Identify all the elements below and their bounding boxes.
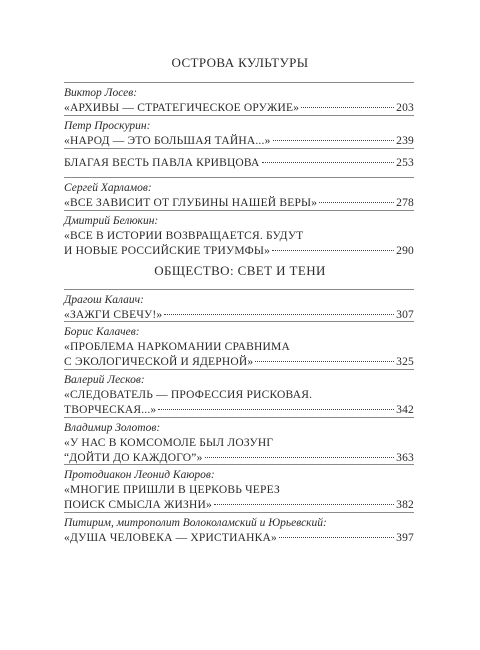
divider xyxy=(64,82,414,83)
toc-entry xyxy=(64,516,414,546)
entry-page-number: 290 xyxy=(396,245,414,257)
dot-leader xyxy=(214,504,394,505)
entry-page-number: 397 xyxy=(396,532,414,544)
toc-entry xyxy=(64,156,414,171)
toc-entry xyxy=(64,293,414,323)
entry-title-continued: С ЭКОЛОГИЧЕСКОЙ И ЯДЕРНОЙ» xyxy=(64,356,254,368)
entry-line xyxy=(64,101,414,116)
entry-line xyxy=(64,483,414,498)
dot-leader xyxy=(272,250,394,251)
entry-line xyxy=(64,229,414,244)
entry-author: Борис Калачев: xyxy=(64,326,140,338)
dot-leader xyxy=(164,314,394,315)
entry-author: Питирим, митрополит Волоколамский и Юрьевский: xyxy=(64,517,327,529)
dot-leader xyxy=(301,107,394,108)
toc-entry xyxy=(64,325,414,370)
divider xyxy=(64,512,414,513)
entry-author: Петр Проскурин: xyxy=(64,120,151,132)
entry-title: «ВСЕ ЗАВИСИТ ОТ ГЛУБИНЫ НАШЕЙ ВЕРЫ» xyxy=(64,197,318,209)
entry-line xyxy=(64,498,414,513)
entry-page-number: 342 xyxy=(396,404,414,416)
entry-title: «ПРОБЛЕМА НАРКОМАНИИ СРАВНИМА xyxy=(64,341,290,353)
toc-entry xyxy=(64,119,414,149)
dot-leader xyxy=(158,409,394,410)
entry-title: БЛАГАЯ ВЕСТЬ ПАВЛА КРИВЦОВА xyxy=(64,157,260,169)
dot-leader xyxy=(205,457,395,458)
entry-page-number: 253 xyxy=(396,157,414,169)
entry-author: Виктор Лосев: xyxy=(64,87,138,99)
entry-title: «НАРОД — ЭТО БОЛЬШАЯ ТАЙНА...» xyxy=(64,135,271,147)
dot-leader xyxy=(273,140,395,141)
entry-author: Сергей Харламов: xyxy=(64,182,152,194)
entry-page-number: 363 xyxy=(396,452,414,464)
entry-page-number: 325 xyxy=(396,356,414,368)
divider xyxy=(64,417,414,418)
divider xyxy=(64,115,414,116)
entry-author: Протодиакон Леонид Каюров: xyxy=(64,469,215,481)
entry-title: «СЛЕДОВАТЕЛЬ — ПРОФЕССИЯ РИСКОВАЯ. xyxy=(64,389,313,401)
entry-title-continued: И НОВЫЕ РОССИЙСКИЕ ТРИУМФЫ» xyxy=(64,245,271,257)
toc-entry xyxy=(64,181,414,211)
entry-line xyxy=(64,340,414,355)
entry-line xyxy=(64,134,414,149)
section-title-islands-of-culture: ОСТРОВА КУЛЬТУРЫ xyxy=(171,55,309,70)
dot-leader xyxy=(279,537,394,538)
entry-line xyxy=(64,436,414,451)
entry-page-number: 239 xyxy=(396,135,414,147)
entry-author: Валерий Лесков: xyxy=(64,374,145,386)
entry-page-number: 203 xyxy=(396,102,414,114)
entry-title: «У НАС В КОМСОМОЛЕ БЫЛ ЛОЗУНГ xyxy=(64,437,274,449)
entry-page-number: 307 xyxy=(396,309,414,321)
toc-entry xyxy=(64,468,414,513)
toc-entry xyxy=(64,421,414,466)
entry-author: Драгош Калаич: xyxy=(64,294,144,306)
entry-page-number: 382 xyxy=(396,499,414,511)
dot-leader xyxy=(255,361,394,362)
entry-line xyxy=(64,403,414,418)
entry-line xyxy=(64,156,414,171)
entry-title: «АРХИВЫ — СТРАТЕГИЧЕСКОЕ ОРУЖИЕ» xyxy=(64,102,300,114)
entry-author: Дмитрий Белюкин: xyxy=(64,215,159,227)
divider xyxy=(64,464,414,465)
entry-author: Владимир Золотов: xyxy=(64,422,161,434)
divider xyxy=(64,369,414,370)
toc-entry xyxy=(64,373,414,418)
toc-entry xyxy=(64,214,414,259)
entry-line xyxy=(64,196,414,211)
entry-title: «МНОГИЕ ПРИШЛИ В ЦЕРКОВЬ ЧЕРЕЗ xyxy=(64,484,280,496)
entry-line xyxy=(64,355,414,370)
entry-title: «ДУША ЧЕЛОВЕКА — ХРИСТИАНКА» xyxy=(64,532,277,544)
divider xyxy=(64,289,414,290)
entry-line xyxy=(64,388,414,403)
entry-line xyxy=(64,531,414,546)
entry-page-number: 278 xyxy=(396,197,414,209)
entry-title-continued: ТВОРЧЕСКАЯ...» xyxy=(64,404,157,416)
section-title-society-light-and-shadows: ОБЩЕСТВО: СВЕТ И ТЕНИ xyxy=(154,263,326,278)
divider xyxy=(64,210,414,211)
dot-leader xyxy=(262,162,395,163)
entry-title-continued: ПОИСК СМЫСЛА ЖИЗНИ» xyxy=(64,499,212,511)
entry-title: «ЗАЖГИ СВЕЧУ!» xyxy=(64,309,163,321)
dot-leader xyxy=(319,202,394,203)
entry-title-continued: “ДОЙТИ ДО КАЖДОГО”» xyxy=(64,452,203,464)
divider xyxy=(64,321,414,322)
entry-title: «ВСЕ В ИСТОРИИ ВОЗВРАЩАЕТСЯ. БУДУТ xyxy=(64,230,304,242)
divider xyxy=(64,177,414,178)
entry-line xyxy=(64,244,414,259)
divider xyxy=(64,148,414,149)
toc-entry xyxy=(64,86,414,116)
